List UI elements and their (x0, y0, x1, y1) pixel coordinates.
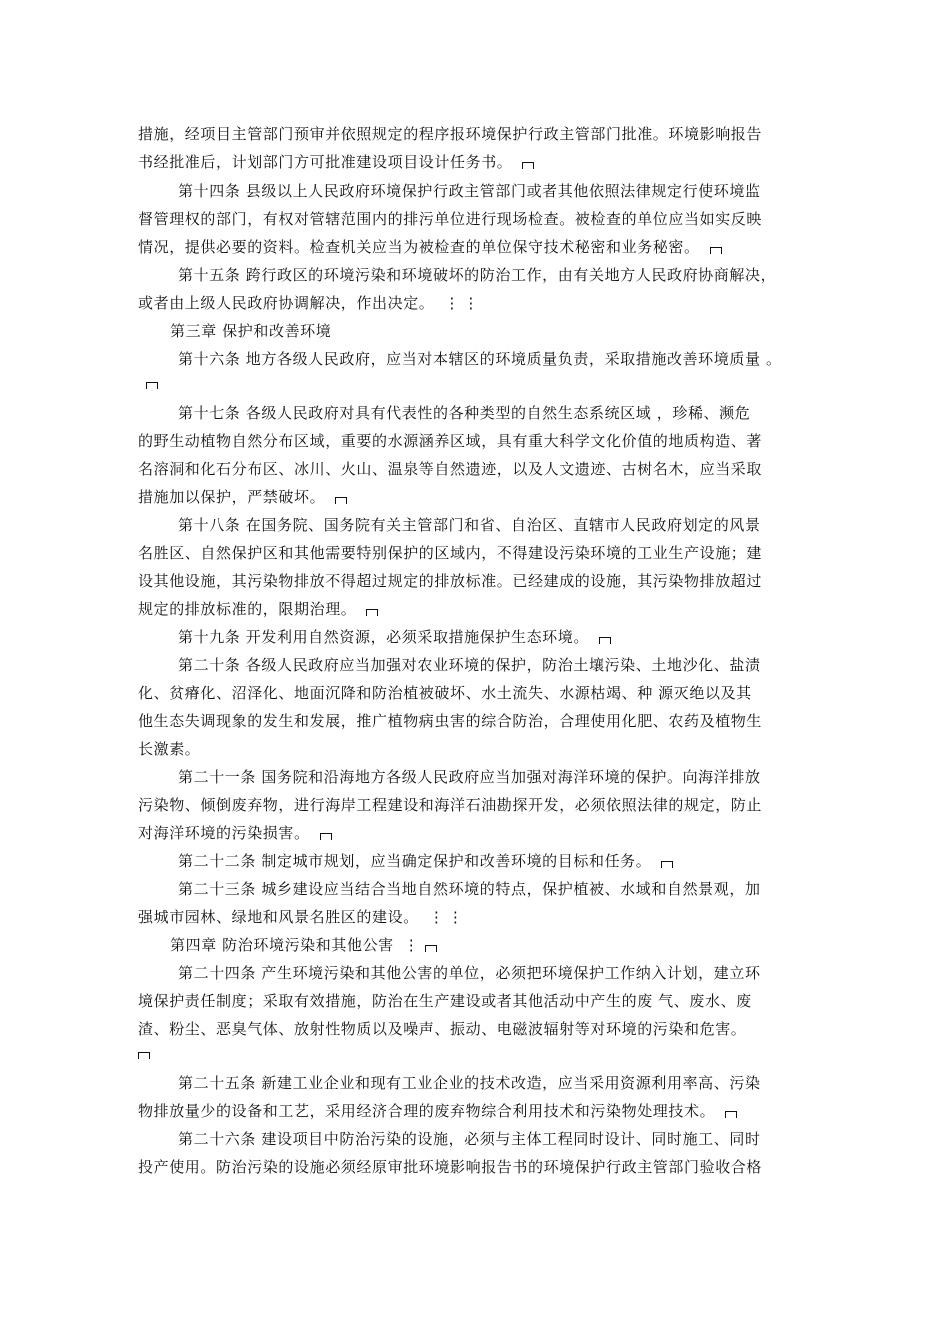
article-19-line: 第十九条 开发利用自然资源，必须采取措施保护生态环境。 (178, 627, 611, 647)
paragraph-mark-icon (710, 247, 722, 254)
paragraph-mark-icon (661, 861, 673, 868)
text-line: 污染物、倾倒废弃物，进行海岸工程建设和海洋石油勘探开发，必须依照法律的规定，防止 (138, 796, 763, 814)
paragraph-mark-icon (335, 497, 347, 504)
paragraph-mark-icon (725, 1111, 737, 1118)
article-18-line: 第十八条 在国务院、国务院有关主管部门和省、自治区、直辖市人民政府划定的风景 (178, 516, 761, 534)
article-23-line: 第二十三条 城乡建设应当结合当地自然环境的特点，保护植被、水域和自然景观，加 (178, 880, 761, 898)
text-line: 规定的排放标准的，限期治理。 (138, 599, 378, 619)
article-20-line: 第二十条 各级人民政府应当加强对农业环境的保护，防治土壤污染、土地沙化、盐渍 (178, 656, 761, 674)
text-line: 名溶洞和化石分布区、冰川、火山、温泉等自然遗迹，以及人文遗迹、古树名木，应当采取 (138, 460, 763, 478)
article-26-line: 第二十六条 建设项目中防治污染的设施，必须与主体工程同时设计、同时施工、同时 (178, 1130, 761, 1148)
paragraph-mark-icon (522, 162, 534, 169)
article-14-line: 第十四条 县级以上人民政府环境保护行政主管部门或者其他依照法律规定行使环境监 (178, 182, 761, 200)
text-line: 情况，提供必要的资料。检查机关应当为被检查的单位保守技术秘密和业务秘密。 (138, 237, 722, 257)
article-25-line: 第二十五条 新建工业企业和现有工业企业的技术改造，应当采用资源利用率高、污染 (178, 1074, 761, 1092)
chapter-4-heading: 第四章 防治环境污染和其他公害 ⋮ (170, 935, 437, 955)
text-line: 名胜区、自然保护区和其他需要特别保护的区域内，不得建设污染环境的工业生产设施；建 (138, 544, 763, 562)
ellipsis-mark: ⋮⋮ (444, 294, 483, 312)
ellipsis-mark: ⋮⋮ (428, 908, 467, 926)
text-line: 物排放量少的设备和工艺，采用经济合理的废弃物综合利用技术和污染物处理技术。 (138, 1101, 737, 1121)
article-24-line: 第二十四条 产生环境污染和其他公害的单位，必须把环境保护工作纳入计划，建立环 (178, 964, 761, 982)
paragraph-mark-icon (146, 382, 158, 389)
article-22-line: 第二十二条 制定城市规划，应当确定保护和改善环境的目标和任务。 (178, 851, 673, 871)
paragraph-mark-icon (425, 945, 437, 952)
chapter-3-heading: 第三章 保护和改善环境 (170, 322, 332, 340)
text-line: 强城市园林、绿地和风景名胜区的建设。 ⋮⋮ (138, 908, 467, 926)
paragraph-mark-icon (366, 609, 378, 616)
text-line: 措施加以保护，严禁破坏。 (138, 487, 347, 507)
ellipsis-mark: ⋮ (403, 936, 423, 954)
text-line: 书经批准后，计划部门方可批准建设项目设计任务书。 (138, 152, 534, 172)
text-line: 或者由上级人民政府协调解决，作出决定。 ⋮⋮ (138, 294, 483, 312)
paragraph-mark-icon (320, 833, 332, 840)
article-21-line: 第二十一条 国务院和沿海地方各级人民政府应当加强对海洋环境的保护。向海洋排放 (178, 768, 761, 786)
text-line: 措施，经项目主管部门预审并依照规定的程序报环境保护行政主管部门批准。环境影响报告 (138, 125, 763, 143)
text-line: 长激素。 (138, 740, 201, 758)
paragraph-mark-icon (138, 1052, 150, 1059)
article-15-line: 第十五条 跨行政区的环境污染和环境破坏的防治工作，由有关地方人民政府协商解决， (178, 266, 777, 284)
article-17-line: 第十七条 各级人民政府对具有代表性的各种类型的自然生态系统区域 ，珍稀、濒危 (178, 404, 751, 422)
text-line: 督管理权的部门，有权对管辖范围内的排污单位进行现场检查。被检查的单位应当如实反映 (138, 210, 763, 228)
text-line: 的野生动植物自然分布区域，重要的水源涵养区域，具有重大科学文化价值的地质构造、著 (138, 432, 763, 450)
article-16-line: 第十六条 地方各级人民政府，应当对本辖区的环境质量负责，采取措施改善环境质量 。 (178, 350, 782, 368)
text-line: 境保护责任制度；采取有效措施，防治在生产建设或者其他活动中产生的废 气、废水、废 (138, 992, 752, 1010)
paragraph-mark-icon (599, 637, 611, 644)
text-line: 对海洋环境的污染损害。 (138, 823, 332, 843)
text-line: 设其他设施，其污染物排放不得超过规定的排放标准。已经建成的设施，其污染物排放超过 (138, 572, 763, 590)
text-line: 渣、粉尘、恶臭气体、放射性物质以及噪声、振动、电磁波辐射等对环境的污染和危害。 (138, 1020, 747, 1038)
text-line: 投产使用。防治污染的设施必须经原审批环境影响报告书的环境保护行政主管部门验收合格 (138, 1158, 763, 1176)
text-line: 他生态失调现象的发生和发展，推广植物病虫害的综合防治，合理使用化肥、农药及植物生 (138, 712, 763, 730)
text-line: 化、贫瘠化、沼泽化、地面沉降和防治植被破坏、水土流失、水源枯竭、种 源灭绝以及其 (138, 684, 752, 702)
